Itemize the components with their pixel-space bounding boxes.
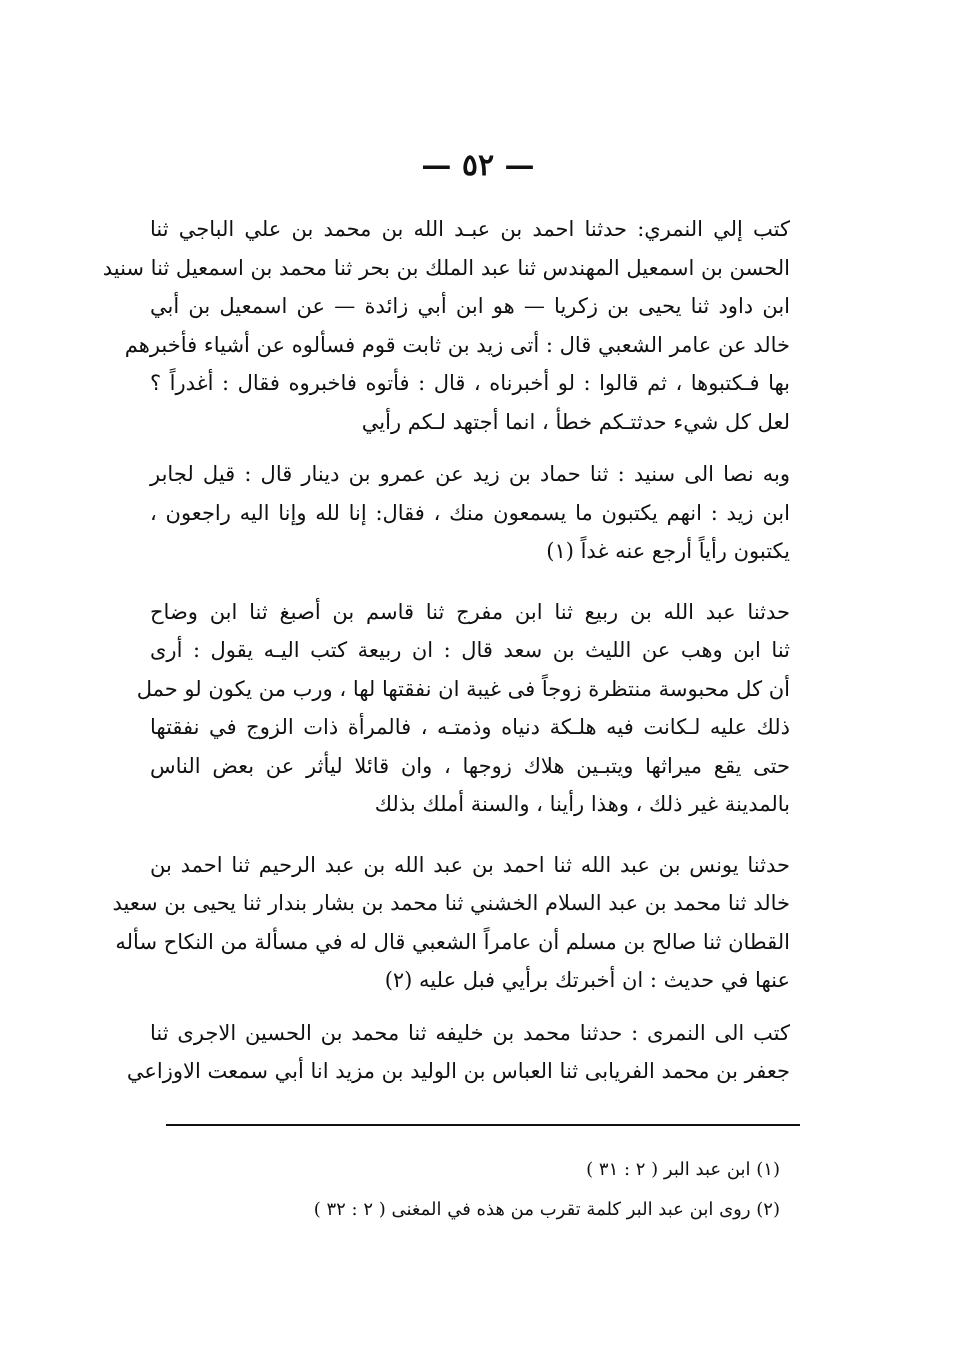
text-line: حدثنا يونس بن عبد الله ثنا احمد بن عبد الله بن عبد الرحيم ثنا احمد بن: [150, 852, 790, 877]
footnote-divider: [166, 1124, 800, 1126]
paragraph-4: [112, 846, 790, 1000]
text-line: لعل كل شيء حدثتـكم خطأ ، انما أجتهد لـكم رأيي: [361, 409, 790, 434]
text-line: ابن داود ثنا يحيى بن زكريا — هو ابن أبي زائدة — عن اسمعيل بن أبي: [150, 294, 790, 318]
text-line: ابن زيد : انهم يكتبون ما يسمعون منك ، فقال: إنا لله وإنا اليه راجعون ،: [150, 500, 790, 525]
footnote-2: (٢) روى ابن عبد البر كلمة تقرب من هذه في المغنى ( ٢ : ٣٢ ): [313, 1199, 780, 1220]
text-line: وبه نصا الى سنيد : ثنا حماد بن زيد عن عمرو بن دينار قال : قيل لجابر: [150, 462, 790, 486]
text-line: حدثنا عبد الله بن ربيع ثنا ابن مفرج ثنا قاسم بن أصبغ ثنا ابن وضاح: [150, 599, 790, 624]
paragraph-5: [126, 1014, 790, 1091]
text-line: أن كل محبوسة منتظرة زوجاً فى غيبة ان نفقتها لها ، ورب من يكون لو حمل: [136, 676, 790, 701]
text-line: عنها في حديث : ان أخبرتك برأيي فبل عليه (٢): [384, 968, 790, 992]
text-line: ثنا ابن وهب عن الليث بن سعد قال : ان ربيعة كتب اليـه يقول : أرى: [150, 638, 790, 662]
paragraph-2: [150, 455, 790, 571]
page-number: — ٥٢ —: [421, 148, 535, 183]
text-line: كتب الى النمرى : حدثنا محمد بن خليفه ثنا محمد بن الحسين الاجرى ثنا: [150, 1020, 790, 1045]
text-line: خالد ثنا محمد بن عبد السلام الخشني ثنا محمد بن بشار بندار ثنا يحيى بن سعيد: [112, 891, 790, 915]
footnotes: [166, 1150, 780, 1230]
text-line: بها فـكتبوها ، ثم قالوا : لو أخبرناه ، قال : فأتوه فاخبروه فقال : أغدراً ؟: [150, 371, 790, 395]
text-line: خالد عن عامر الشعبي قال : أتى زيد بن ثابت قوم فسألوه عن أشياء فأخبرهم: [124, 332, 790, 357]
footnote-1: (١) ابن عبد البر ( ٢ : ٣١ ): [586, 1159, 780, 1180]
main-text: [102, 210, 790, 1105]
text-line: بالمدينة غير ذلك ، وهذا رأينا ، والسنة أملك بذلك: [374, 792, 790, 816]
paragraph-3: [136, 593, 790, 824]
text-line: القطان ثنا صالح بن مسلم أن عامراً الشعبي قال له في مسألة من النكاح سأله: [115, 929, 790, 954]
paragraph-1: [102, 210, 790, 441]
text-line: كتب إلي النمري: حدثنا احمد بن عبـد الله بن محمد بن علي الباجي ثنا: [150, 217, 790, 241]
text-line: جعفر بن محمد الفريابى ثنا العباس بن الوليد بن مزيد انا أبي سمعت الاوزاعي: [126, 1059, 790, 1083]
text-line: حتى يقع ميراثها ويتبـين هلاك زوجها ، وان قائلا ليأثر عن بعض الناس: [150, 753, 790, 778]
text-line: يكتبون رأياً أرجع عنه غداً (١): [546, 539, 790, 563]
text-line: الحسن بن اسمعيل المهندس ثنا عبد الملك بن بحر ثنا محمد بن اسمعيل ثنا سنيد: [102, 255, 790, 280]
text-line: ذلك عليه لـكانت فيه هلـكة دنياه وذمتـه ، فالمرأة ذات الزوج في نفقتها: [150, 715, 790, 739]
